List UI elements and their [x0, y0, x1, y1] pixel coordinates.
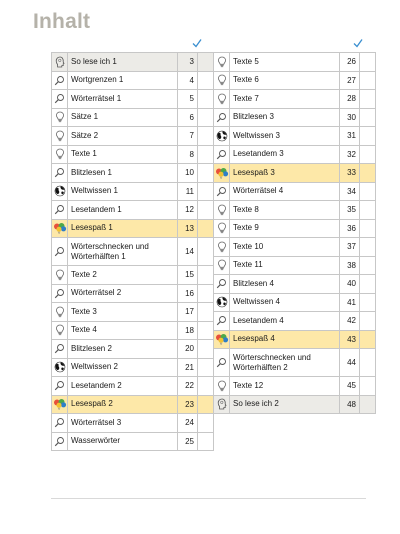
toc-column-left: [51, 52, 214, 451]
row-page-number: 42: [340, 312, 360, 331]
toc-row: [52, 90, 214, 109]
row-label: Wörterrätsel 1: [68, 90, 178, 109]
toc-row: [52, 238, 214, 266]
row-page-number: 3: [178, 53, 198, 72]
row-check-box[interactable]: [198, 53, 214, 72]
row-check-box[interactable]: [360, 330, 376, 349]
lightbulb-icon: [214, 74, 229, 86]
row-icon-cell: [52, 90, 68, 109]
magnifier-icon: [214, 357, 229, 368]
row-label: Texte 2: [68, 266, 178, 285]
row-icon-cell: [214, 377, 230, 396]
toc-row: [214, 145, 376, 164]
row-check-box[interactable]: [360, 53, 376, 72]
row-label: Texte 8: [230, 201, 340, 220]
row-label: Texte 1: [68, 145, 178, 164]
row-page-number: 45: [340, 377, 360, 396]
toc-row: [52, 358, 214, 377]
row-page-number: 4: [178, 71, 198, 90]
page-title: Inhalt: [33, 10, 91, 33]
row-label: Lesetandem 3: [230, 145, 340, 164]
lightbulb-icon: [214, 222, 229, 234]
row-check-box[interactable]: [198, 284, 214, 303]
row-icon-cell: [214, 182, 230, 201]
lightbulb-icon: [214, 204, 229, 216]
row-icon-cell: [214, 219, 230, 238]
row-check-box[interactable]: [198, 340, 214, 359]
balloons-icon: [52, 222, 67, 234]
lightbulb-icon: [52, 111, 67, 123]
row-check-box[interactable]: [198, 108, 214, 127]
row-label: Wortgrenzen 1: [68, 71, 178, 90]
toc-row: [214, 108, 376, 127]
lightbulb-icon: [52, 306, 67, 318]
toc-row: [214, 349, 376, 377]
row-label: Lesespaß 2: [68, 395, 178, 414]
row-label: Sätze 2: [68, 127, 178, 146]
row-page-number: 48: [340, 395, 360, 414]
row-check-box[interactable]: [198, 266, 214, 285]
magnifier-icon: [52, 93, 67, 104]
row-check-box[interactable]: [360, 349, 376, 377]
row-check-box[interactable]: [360, 312, 376, 331]
row-label: Texte 10: [230, 238, 340, 257]
row-icon-cell: [52, 358, 68, 377]
row-check-box[interactable]: [360, 71, 376, 90]
row-icon-cell: [214, 293, 230, 312]
row-check-box[interactable]: [360, 164, 376, 183]
toc-row: [214, 293, 376, 312]
toc-row: [52, 414, 214, 433]
row-check-box[interactable]: [360, 377, 376, 396]
magnifier-icon: [214, 315, 229, 326]
row-page-number: 15: [178, 266, 198, 285]
row-check-box[interactable]: [360, 201, 376, 220]
toc-row: [214, 330, 376, 349]
row-page-number: 26: [340, 53, 360, 72]
toc-row: [214, 219, 376, 238]
row-icon-cell: [214, 53, 230, 72]
row-page-number: 23: [178, 395, 198, 414]
row-page-number: 5: [178, 90, 198, 109]
row-label: Weltwissen 4: [230, 293, 340, 312]
row-check-box[interactable]: [198, 238, 214, 266]
row-icon-cell: [214, 349, 230, 377]
toc-row: [52, 182, 214, 201]
row-page-number: 12: [178, 201, 198, 220]
row-page-number: 6: [178, 108, 198, 127]
row-icon-cell: [52, 219, 68, 238]
row-icon-cell: [52, 377, 68, 396]
row-label: Lesespaß 1: [68, 219, 178, 238]
row-check-box[interactable]: [198, 303, 214, 322]
head-icon: [52, 56, 67, 68]
toc-row: [52, 303, 214, 322]
checkmark-icon: [353, 38, 363, 48]
row-icon-cell: [52, 340, 68, 359]
row-icon-cell: [52, 108, 68, 127]
row-label: Lesespaß 3: [230, 164, 340, 183]
row-label: Lesetandem 1: [68, 201, 178, 220]
toc-row: [214, 53, 376, 72]
row-icon-cell: [214, 395, 230, 414]
lightbulb-icon: [52, 148, 67, 160]
toc-row: [214, 201, 376, 220]
row-label: Wörterrätsel 2: [68, 284, 178, 303]
toc-row: [214, 164, 376, 183]
row-page-number: 32: [340, 145, 360, 164]
row-page-number: 18: [178, 321, 198, 340]
toc-row: [214, 182, 376, 201]
toc-row: [52, 266, 214, 285]
row-icon-cell: [214, 201, 230, 220]
row-page-number: 22: [178, 377, 198, 396]
globe-icon: [214, 130, 229, 142]
lightbulb-icon: [52, 269, 67, 281]
row-page-number: 7: [178, 127, 198, 146]
magnifier-icon: [52, 204, 67, 215]
row-label: Texte 3: [68, 303, 178, 322]
row-icon-cell: [52, 284, 68, 303]
toc-row: [214, 238, 376, 257]
magnifier-icon: [214, 278, 229, 289]
row-check-box[interactable]: [198, 377, 214, 396]
row-label: Blitzlesen 3: [230, 108, 340, 127]
row-icon-cell: [52, 53, 68, 72]
toc-row: [214, 90, 376, 109]
row-icon-cell: [52, 145, 68, 164]
row-label: Texte 6: [230, 71, 340, 90]
lightbulb-icon: [214, 380, 229, 392]
globe-icon: [214, 296, 229, 308]
lightbulb-icon: [52, 324, 67, 336]
row-check-box[interactable]: [360, 395, 376, 414]
toc-row: [52, 164, 214, 183]
row-page-number: 11: [178, 182, 198, 201]
toc-row: [52, 145, 214, 164]
row-icon-cell: [214, 238, 230, 257]
row-icon-cell: [52, 395, 68, 414]
toc-row: [214, 312, 376, 331]
row-page-number: 20: [178, 340, 198, 359]
row-check-box[interactable]: [198, 358, 214, 377]
row-icon-cell: [214, 71, 230, 90]
row-icon-cell: [214, 330, 230, 349]
row-icon-cell: [52, 238, 68, 266]
magnifier-icon: [52, 417, 67, 428]
row-icon-cell: [52, 71, 68, 90]
row-icon-cell: [52, 164, 68, 183]
row-icon-cell: [214, 127, 230, 146]
row-page-number: 44: [340, 349, 360, 377]
row-label: Texte 4: [68, 321, 178, 340]
row-icon-cell: [214, 256, 230, 275]
row-check-box[interactable]: [198, 164, 214, 183]
row-label: Sätze 1: [68, 108, 178, 127]
lightbulb-icon: [214, 259, 229, 271]
footer-divider: [51, 498, 366, 499]
row-page-number: 13: [178, 219, 198, 238]
row-check-box[interactable]: [198, 182, 214, 201]
row-check-box[interactable]: [198, 414, 214, 433]
row-icon-cell: [52, 182, 68, 201]
toc-row: [214, 395, 376, 414]
row-page-number: 36: [340, 219, 360, 238]
row-check-box[interactable]: [198, 201, 214, 220]
row-label: Texte 11: [230, 256, 340, 275]
row-page-number: 37: [340, 238, 360, 257]
toc-row: [52, 127, 214, 146]
toc-row: [52, 377, 214, 396]
globe-icon: [52, 185, 67, 197]
row-label: Weltwissen 3: [230, 127, 340, 146]
row-page-number: 10: [178, 164, 198, 183]
row-page-number: 41: [340, 293, 360, 312]
row-icon-cell: [214, 145, 230, 164]
balloons-icon: [214, 167, 229, 179]
row-check-box[interactable]: [360, 238, 376, 257]
row-icon-cell: [52, 414, 68, 433]
row-label: Wörterrätsel 4: [230, 182, 340, 201]
toc-row: [214, 71, 376, 90]
row-check-box[interactable]: [198, 432, 214, 451]
row-icon-cell: [214, 164, 230, 183]
magnifier-icon: [52, 167, 67, 178]
row-check-box[interactable]: [198, 90, 214, 109]
row-check-box[interactable]: [198, 219, 214, 238]
row-check-box[interactable]: [198, 395, 214, 414]
row-page-number: 24: [178, 414, 198, 433]
row-label: Weltwissen 2: [68, 358, 178, 377]
balloons-icon: [214, 333, 229, 345]
row-label: Blitzlesen 1: [68, 164, 178, 183]
row-page-number: 17: [178, 303, 198, 322]
row-label: So lese ich 2: [230, 395, 340, 414]
row-page-number: 8: [178, 145, 198, 164]
toc-row: [214, 256, 376, 275]
row-label: Lesetandem 2: [68, 377, 178, 396]
row-label: Wörterschnecken und Wörterhälften 1: [68, 238, 178, 266]
row-label: Wasserwörter: [68, 432, 178, 451]
row-page-number: 35: [340, 201, 360, 220]
row-page-number: 27: [340, 71, 360, 90]
magnifier-icon: [214, 112, 229, 123]
toc-row: [52, 108, 214, 127]
row-check-box[interactable]: [360, 256, 376, 275]
toc-row: [214, 377, 376, 396]
row-check-box[interactable]: [360, 145, 376, 164]
row-check-box[interactable]: [360, 108, 376, 127]
row-page-number: 21: [178, 358, 198, 377]
row-icon-cell: [52, 266, 68, 285]
toc-row: [52, 432, 214, 451]
row-label: Lesetandem 4: [230, 312, 340, 331]
magnifier-icon: [52, 246, 67, 257]
row-icon-cell: [52, 201, 68, 220]
row-page-number: 30: [340, 108, 360, 127]
magnifier-icon: [214, 149, 229, 160]
magnifier-icon: [52, 343, 67, 354]
row-label: Wörterrätsel 3: [68, 414, 178, 433]
lightbulb-icon: [52, 130, 67, 142]
row-check-box[interactable]: [360, 90, 376, 109]
toc-row: [52, 71, 214, 90]
row-check-box[interactable]: [360, 182, 376, 201]
row-check-box[interactable]: [360, 293, 376, 312]
row-label: Texte 12: [230, 377, 340, 396]
row-check-box[interactable]: [360, 219, 376, 238]
row-check-box[interactable]: [360, 127, 376, 146]
row-icon-cell: [214, 90, 230, 109]
row-check-box[interactable]: [360, 275, 376, 294]
row-icon-cell: [52, 127, 68, 146]
balloons-icon: [52, 398, 67, 410]
magnifier-icon: [52, 75, 67, 86]
checkmark-icon: [192, 38, 202, 48]
toc-row: [52, 219, 214, 238]
toc-table-right: [213, 52, 376, 414]
toc-row: [214, 275, 376, 294]
row-icon-cell: [214, 108, 230, 127]
toc-column-right: [213, 52, 376, 414]
row-page-number: 34: [340, 182, 360, 201]
toc-row: [52, 284, 214, 303]
row-label: Texte 7: [230, 90, 340, 109]
toc-table-left: [51, 52, 214, 451]
toc-row: [52, 395, 214, 414]
lightbulb-icon: [214, 93, 229, 105]
lightbulb-icon: [214, 56, 229, 68]
magnifier-icon: [52, 380, 67, 391]
row-check-box[interactable]: [198, 127, 214, 146]
row-check-box[interactable]: [198, 321, 214, 340]
row-page-number: 28: [340, 90, 360, 109]
magnifier-icon: [214, 186, 229, 197]
row-label: Weltwissen 1: [68, 182, 178, 201]
row-icon-cell: [214, 312, 230, 331]
row-label: So lese ich 1: [68, 53, 178, 72]
toc-row: [52, 340, 214, 359]
row-icon-cell: [214, 275, 230, 294]
row-page-number: 40: [340, 275, 360, 294]
row-icon-cell: [52, 321, 68, 340]
row-page-number: 33: [340, 164, 360, 183]
toc-row: [52, 321, 214, 340]
toc-row: [52, 201, 214, 220]
row-icon-cell: [52, 432, 68, 451]
row-label: Blitzlesen 2: [68, 340, 178, 359]
magnifier-icon: [52, 436, 67, 447]
head-icon: [214, 398, 229, 410]
row-page-number: 14: [178, 238, 198, 266]
row-icon-cell: [52, 303, 68, 322]
row-check-box[interactable]: [198, 71, 214, 90]
lightbulb-icon: [214, 241, 229, 253]
row-page-number: 38: [340, 256, 360, 275]
globe-icon: [52, 361, 67, 373]
magnifier-icon: [52, 288, 67, 299]
row-label: Texte 9: [230, 219, 340, 238]
row-page-number: 25: [178, 432, 198, 451]
toc-row: [214, 127, 376, 146]
row-page-number: 43: [340, 330, 360, 349]
toc-row: [52, 53, 214, 72]
row-label: Blitzlesen 4: [230, 275, 340, 294]
row-label: Wörterschnecken und Wörterhälften 2: [230, 349, 340, 377]
row-label: Lesespaß 4: [230, 330, 340, 349]
row-check-box[interactable]: [198, 145, 214, 164]
row-page-number: 31: [340, 127, 360, 146]
row-label: Texte 5: [230, 53, 340, 72]
row-page-number: 16: [178, 284, 198, 303]
